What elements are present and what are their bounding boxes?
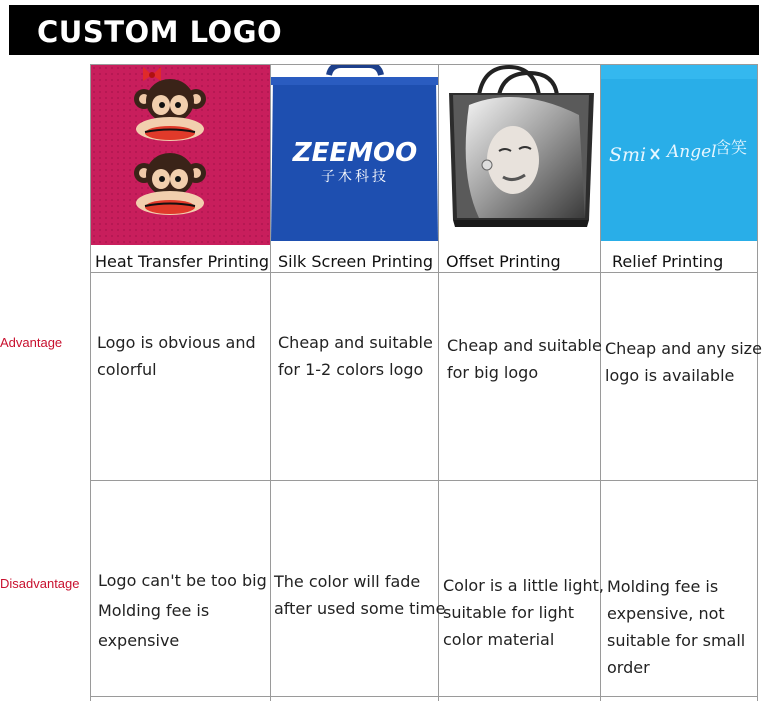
silk-screen-sample-image — [271, 65, 438, 241]
advantage-cell-heat-transfer — [97, 329, 256, 383]
relief-logo-text-2: Angel — [667, 142, 717, 162]
zeemoo-chinese-text: 子木科技 — [321, 169, 389, 185]
zeemoo-logo-text: ZEEMOO — [292, 138, 418, 168]
disadvantage-cell-silk-screen — [274, 568, 445, 622]
advantage-cell-offset — [447, 332, 602, 386]
page-title: CUSTOM LOGO — [37, 15, 283, 49]
relief-sample-image — [601, 65, 757, 241]
relief-logo-text-1: Smi — [609, 144, 647, 166]
table-border-middle — [90, 480, 758, 481]
text-line: expensive, not — [607, 604, 725, 623]
photo-bag-woman — [439, 65, 600, 241]
advantage-cell-relief — [605, 335, 762, 389]
offset-sample-image — [439, 65, 600, 241]
text-line: suitable for light — [443, 603, 575, 622]
text-line: for 1-2 colors logo — [278, 360, 424, 379]
text-line: Cheap and suitable — [447, 336, 602, 355]
light-blue-bag-embossed — [601, 65, 757, 241]
pink-bag-monkey-print — [91, 65, 270, 245]
method-label-silk-screen: Silk Screen Printing — [278, 252, 434, 271]
advantage-row-label: Advantage — [0, 335, 63, 350]
text-line: color material — [443, 630, 555, 649]
text-line: The color will fade — [274, 572, 421, 591]
text-line: logo is available — [605, 366, 735, 385]
method-label-heat-transfer: Heat Transfer Printing — [95, 252, 270, 271]
advantage-cell-silk-screen — [278, 329, 433, 383]
disadvantage-cell-offset — [443, 572, 604, 653]
text-line: Molding fee is — [98, 601, 210, 620]
text-line: suitable for small — [607, 631, 746, 650]
text-line: Cheap and any size — [605, 339, 762, 358]
method-label-offset: Offset Printing — [446, 252, 561, 271]
relief-logo-chinese: 含笑 — [715, 138, 748, 157]
text-line: Molding fee is — [607, 577, 719, 596]
text-line: after used some time — [274, 599, 446, 618]
table-border-bottom — [90, 696, 758, 697]
text-line: for big logo — [447, 363, 539, 382]
blue-bag-zeemoo — [271, 65, 438, 241]
text-line: Logo can't be too big — [98, 571, 267, 590]
text-line: Logo is obvious and — [97, 333, 256, 352]
heat-transfer-sample-image — [91, 65, 270, 245]
text-line: expensive — [98, 631, 180, 650]
text-line: Color is a little light, — [443, 576, 604, 595]
disadvantage-row-label: Disadvantage — [0, 576, 80, 591]
text-line: colorful — [97, 360, 157, 379]
disadvantage-cell-relief — [607, 573, 745, 681]
text-line: order — [607, 658, 650, 677]
table-border-header — [90, 272, 758, 273]
method-label-relief: Relief Printing — [612, 252, 724, 271]
text-line: Cheap and suitable — [278, 333, 433, 352]
disadvantage-cell-heat-transfer — [98, 566, 267, 656]
title-banner — [9, 5, 759, 55]
